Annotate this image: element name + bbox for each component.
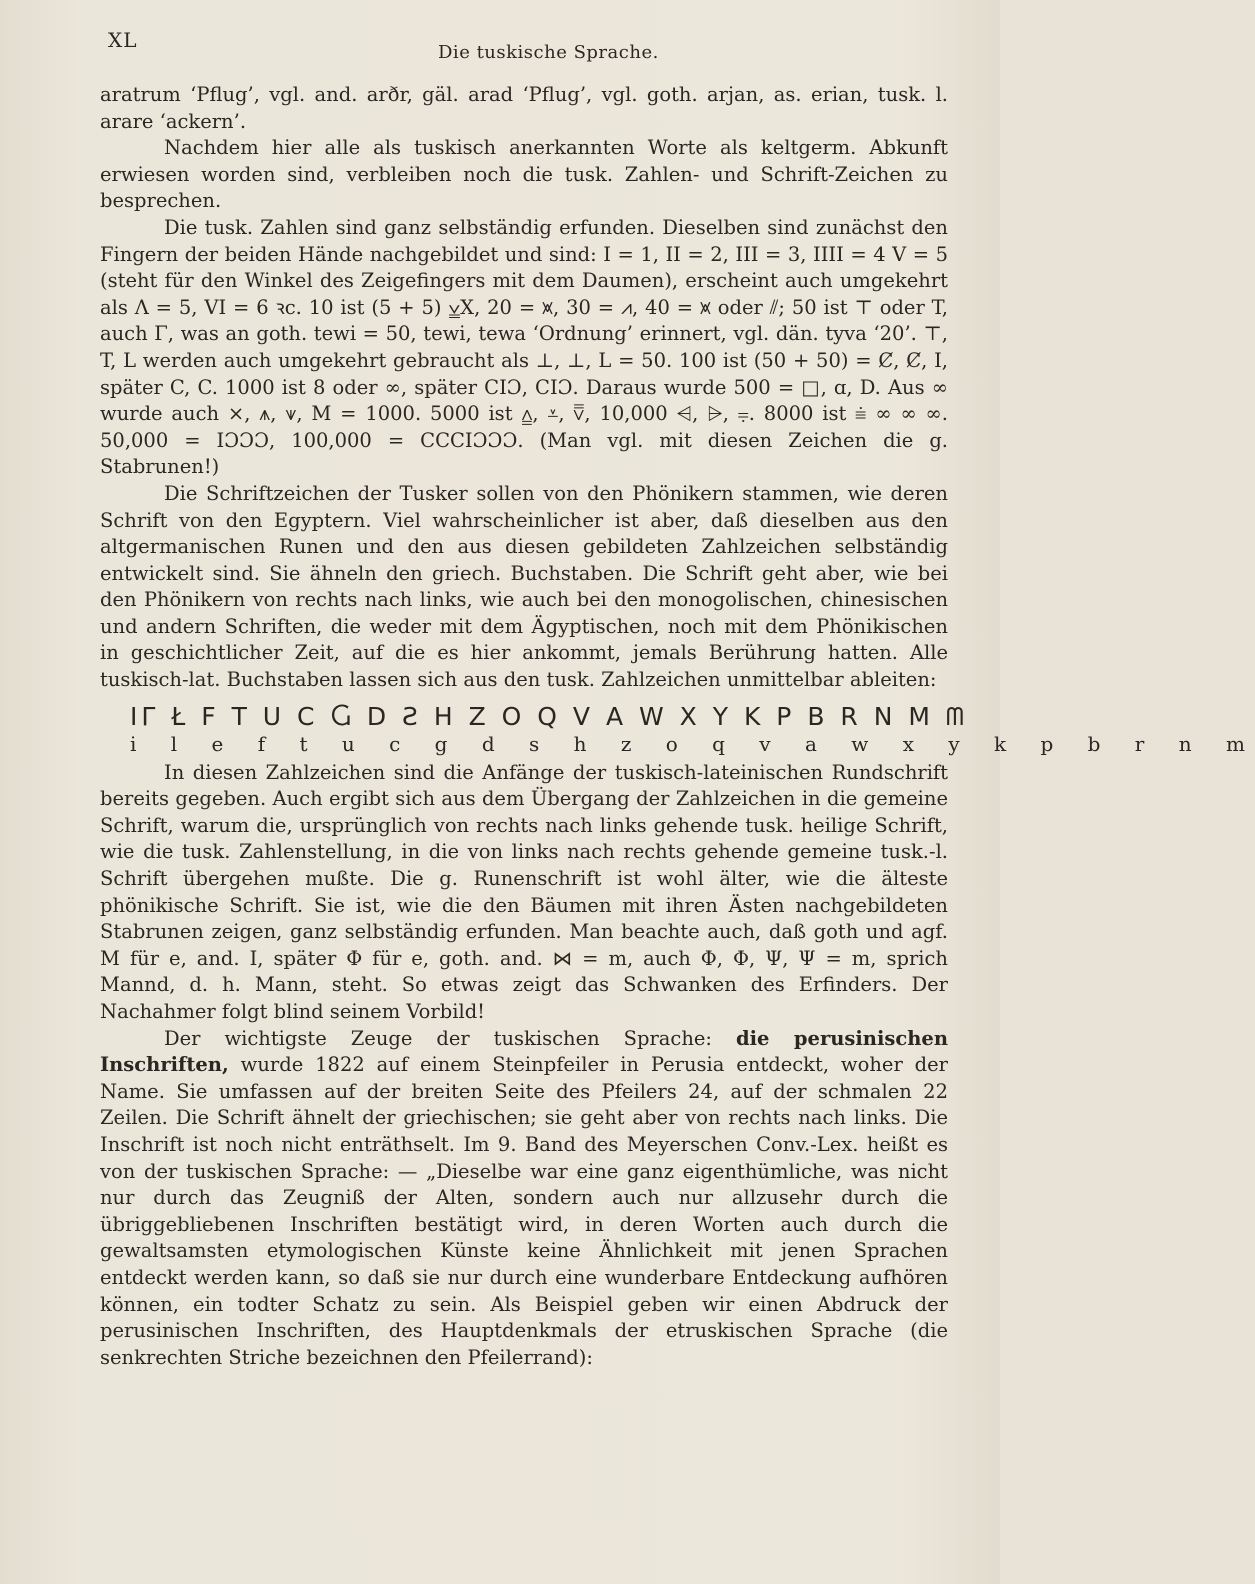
alphabet-table [100,701,1255,756]
paragraph-perusinian [100,1026,948,1372]
page-header [108,28,940,68]
perusinian-text-after: wurde 1822 auf einem Steinpfeiler in Perusia entdeckt, woher der Name. Sie umfassen auf der breiten Seite des Pfeilers 24, auf der schmalen 22 Zeilen. Die Schrift ähnelt der griechischen; sie geht aber von rechts nach links. Die Inschrift ist noch nicht enträthselt. Im 9. Band des Meyerschen Conv.-Lex. heißt es von der tuskischen Sprache: — „Dieselbe war eine ganz eigenthümliche, was nicht nur durch das Zeugniß der Alten, sondern auch nur allzusehr durch die übriggebliebenen Inschriften bestätigt wird, in deren Worten auch durch die gewaltsamsten etymologischen Künste keine Ähnlichkeit mit jenen Sprachen entdeckt werden kann, so daß sie nur durch eine wunderbare Entdeckung aufhören können, ein todter Schatz zu sein. Als Beispiel geben wir einen Abdruck der perusinischen Inschriften, des Hauptdenkmals der etruskischen Sprache (die senkrechten Striche bezeichnen den Pfeilerrand): [100,1053,948,1369]
alphabet-glyph-row: IΓ Ł F T U Ⅽ Ⴚ D Ƨ H Z O Q V A W X Y K P B R N M ᗰ [130,701,968,731]
paragraph-aratrum: aratrum ‘Pflug’, vgl. and. arðr, gäl. arad ‘Pflug’, vgl. goth. arjan, as. erian, tusk. l. arare ‘ackern’. [100,83,948,133]
paragraph-runes: In diesen Zahlzeichen sind die Anfänge der tuskisch-lateinischen Rundschrift bereits gegeben. Auch ergibt sich aus dem Übergang der Zahlzeichen in die gemeine Schrift, warum die, ursprünglich von rechts nach links gehende tusk. heilige Schrift, wie die tusk. Zahlenstellung, in die von links nach rechts gehende gemeine tusk.-l. Schrift übergehen mußte. Die g. Runenschrift ist wohl älter, wie die älteste phönikische Schrift. Sie ist, wie die den Bäumen mit ihren Ästen nachgebildeten Stabrunen zeigen, ganz selbständig erfunden. Man beachte auch, daß goth und agf. M für e, and. I, später Φ für e, goth. and. ⋈ = m, auch Φ, Φ, Ψ, Ψ = m, sprich Mannd, d. h. Mann, steht. So etwas zeigt das Schwanken des Erfinders. Der Nachahmer folgt blind seinem Vorbild! [100,760,948,1023]
paragraph-script-origin: Die Schriftzeichen der Tusker sollen von den Phönikern stammen, wie deren Schrift von den Egyptern. Viel wahrscheinlicher ist aber, daß dieselben aus den altgermanischen Runen und den aus diesen gebildeten Zahlzeichen selbständig entwickelt sind. Sie ähneln den griech. Buchstaben. Die Schrift geht aber, wie bei den Phönikern von rechts nach links, wie auch bei den monogolischen, chinesischen und andern Schriften, die weder mit dem Ägyptischen, noch mit dem Phönikischen in geschichtlicher Zeit, auf die es hier ankommt, jemals Berührung hatten. Alle tuskisch-lat. Buchstaben lassen sich aus den tusk. Zahlzeichen unmittelbar ableiten: [100,481,948,692]
running-title: Die tuskische Sprache. [438,42,659,63]
perusinian-text-before: Der wichtigste Zeuge der tuskischen Sprache: [164,1026,736,1050]
perusinian-bold-heading: die perusinischen Inschriften, [100,1026,948,1077]
alphabet-letter-row: i l e f t u c g d s h z o q v a w x y k p b r n m [130,731,1255,756]
page-body [100,82,1255,1371]
paragraph-numerals: Die tusk. Zahlen sind ganz selbständig erfunden. Dieselben sind zunächst den Fingern der beiden Hände nachgebildet und sind: I = 1, II = 2, III = 3, IIII = 4 V = 5 (steht für den Winkel des Zeigefingers mit dem Daumen), erscheint auch umgekehrt als Λ = 5, VI = 6 ꝛc. 10 ist (5 + 5) ⩣X, 20 = ⩙, 30 = ⩘, 40 = ⩙ oder ⫽; 50 ist ⊤ oder T, auch Γ, was an goth. tewi = 50, tewi, tewa ‘Ordnung’ erinnert, vgl. dän. tyva ‘20’. ⊤, T, L werden auch umgekehrt gebraucht als ⊥, ⊥, L = 50. 100 ist (50 + 50) = Ȼ, Ȼ, I, später C, C. 1000 ist 8 oder ∞, später CIƆ, CIƆ. Daraus wurde 500 = □, ɑ, D. Aus ∞ wurde auch ⨯, ⩚, ⩛, M = 1000. 5000 ist ⩠, ⩡, ⩢, 10,000 ⩤, ⩥, ⩦. 8000 ist ⩧ ∞ ∞ ∞. 50,000 = IƆƆƆ, 100,000 = CCCIƆƆƆ. (Man vgl. mit diesen Zeichen die g. Stabrunen!) [100,215,948,479]
page-number: XL [108,28,138,52]
paragraph-intro-numbers: Nachdem hier alle als tuskisch anerkannten Worte als keltgerm. Abkunft erwiesen worden sind, verbleiben noch die tusk. Zahlen- und Schrift-Zeichen zu besprechen. [100,136,948,213]
